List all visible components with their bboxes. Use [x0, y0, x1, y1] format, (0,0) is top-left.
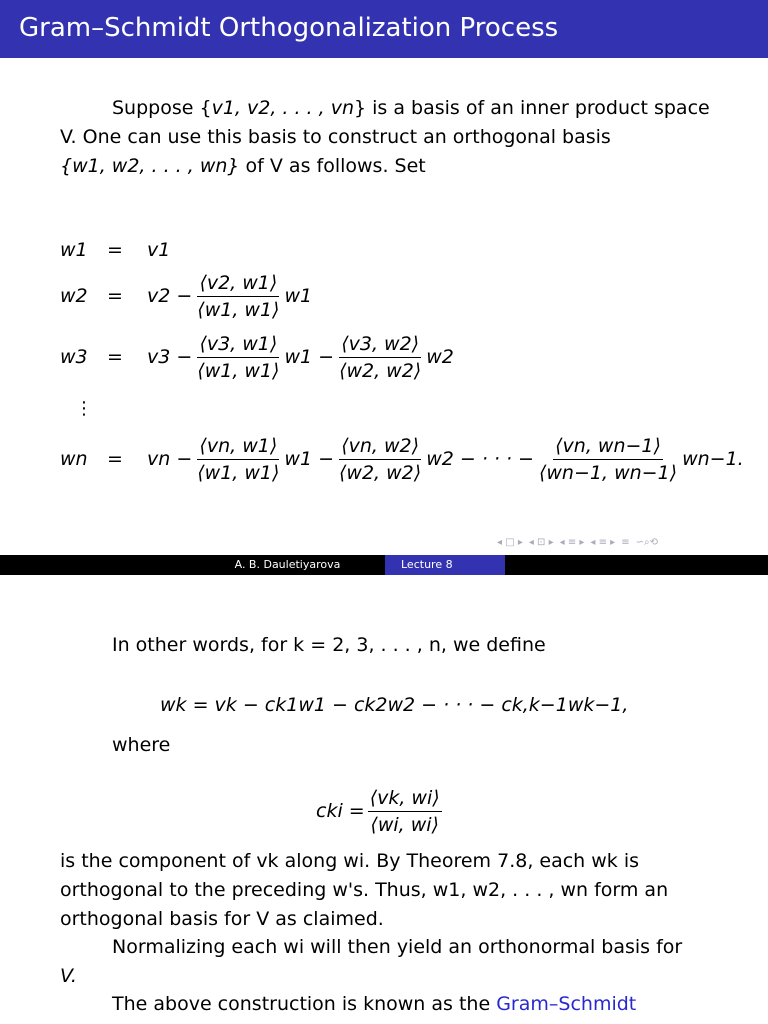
subsection-nav-icon[interactable]: ◂ ⊡ ▸ — [528, 537, 554, 548]
para3-line — [112, 993, 636, 1015]
fraction-denominator: ⟨wi, wi⟩ — [370, 813, 439, 836]
rhs-tail: w1 — [284, 285, 313, 307]
rhs-mid: w1 − — [284, 448, 335, 470]
fraction-denominator: ⟨wn−1, wn−1⟩ — [538, 461, 678, 484]
equals-sign: = — [107, 346, 123, 368]
fraction — [195, 434, 281, 485]
frame-nav-icon[interactable]: ◂ □ ▸ — [497, 537, 523, 548]
equals-sign: = — [107, 448, 123, 470]
footer-author: A. B. Dauletiyarova — [200, 555, 375, 575]
footer-bar — [0, 555, 768, 575]
gram-schmidt-link[interactable]: Gram–Schmidt — [496, 993, 637, 1015]
where-word: where — [112, 734, 171, 756]
rhs-lead: v3 − — [147, 346, 193, 368]
intro-line1-pre: Suppose { — [112, 97, 212, 119]
equation-wn — [0, 433, 768, 485]
fraction — [368, 786, 442, 837]
fraction-denominator: ⟨w1, w1⟩ — [197, 359, 280, 382]
equation-lhs: w2 — [60, 285, 88, 307]
rhs-tail: wn−1. — [682, 448, 744, 470]
equation-w2 — [0, 270, 768, 322]
intro-line1-set: v1, v2, . . . , vn — [211, 97, 355, 119]
para1-line1: is the component of vk along wi. By Theorem 7.8, each wk is — [60, 850, 640, 872]
para1-line3: orthogonal basis for V as claimed. — [60, 908, 384, 930]
fraction — [337, 332, 423, 383]
equation-w1 — [0, 236, 768, 264]
cki-lhs: cki = — [316, 800, 365, 822]
rhs-lead: v2 − — [147, 285, 193, 307]
equation-lhs: w1 — [60, 239, 88, 261]
wk-formula: wk = vk − ck1w1 − ck2w2 − · · · − ck,k−1wk−1, — [160, 694, 629, 716]
search-back-icon[interactable]: ∽⌕⟲ — [635, 537, 658, 548]
para3-text: The above construction is known as the — [112, 993, 491, 1015]
intro-line-3 — [60, 155, 426, 177]
footer-lecture: Lecture 8 — [385, 555, 505, 575]
section-nav-icon[interactable]: ◂ ≡ ▸ — [559, 537, 585, 548]
slide-title: Gram–Schmidt Orthogonalization Process — [19, 13, 559, 43]
document-nav-icon[interactable]: ◂ ≡ ▸ — [590, 537, 616, 548]
title-bar — [0, 0, 768, 58]
fraction-denominator: ⟨w2, w2⟩ — [339, 359, 422, 382]
intro-line-2: V. One can use this basis to construct an orthogonal basis — [60, 126, 611, 148]
fraction — [195, 332, 281, 383]
equation-rhs: v1 — [147, 239, 171, 261]
appendix-nav-icon[interactable]: ≡ — [621, 537, 630, 548]
fraction-numerator: ⟨v3, w2⟩ — [339, 332, 421, 358]
fraction-numerator: ⟨vn, w1⟩ — [197, 434, 279, 460]
slide2-line1: In other words, for k = 2, 3, . . . , n, we define — [112, 634, 546, 656]
rhs-mid: w1 − — [284, 346, 335, 368]
intro-line3-post: of V as follows. Set — [245, 155, 426, 177]
equation-rhs — [147, 332, 454, 383]
para2-line1: Normalizing each wi will then yield an orthonormal basis for — [112, 936, 683, 958]
intro-line-1 — [112, 97, 710, 119]
rhs-lead: vn − — [147, 448, 193, 470]
fraction-numerator: ⟨v3, w1⟩ — [197, 332, 279, 358]
beamer-navigation-bar — [497, 537, 762, 549]
fraction-numerator: ⟨vn, w2⟩ — [339, 434, 421, 460]
fraction-numerator: ⟨vn, wn−1⟩ — [553, 434, 663, 460]
rhs-tail: w2 — [426, 346, 454, 368]
fraction-denominator: ⟨w2, w2⟩ — [339, 461, 422, 484]
equals-sign: = — [107, 285, 123, 307]
fraction-denominator: ⟨w1, w1⟩ — [197, 298, 280, 321]
para1-line2: orthogonal to the preceding w's. Thus, w1, w2, . . . , wn form an — [60, 879, 669, 901]
cki-definition — [316, 781, 445, 841]
rhs-mid: w2 − · · · − — [426, 448, 534, 470]
fraction-denominator: ⟨w1, w1⟩ — [197, 461, 280, 484]
footer-right-block — [505, 555, 768, 575]
fraction — [337, 434, 423, 485]
fraction — [195, 271, 281, 322]
fraction-numerator: ⟨vk, wi⟩ — [368, 786, 442, 812]
intro-line3-set: {w1, w2, . . . , wn} — [60, 155, 240, 177]
fraction-numerator: ⟨v2, w1⟩ — [197, 271, 279, 297]
equals-sign: = — [107, 239, 123, 261]
vertical-dots: ⋮ — [75, 398, 93, 419]
equation-lhs: wn — [60, 448, 88, 470]
equation-w3 — [0, 331, 768, 383]
para2-line2: V. — [60, 965, 77, 987]
fraction — [537, 434, 679, 485]
equation-rhs — [147, 271, 312, 322]
intro-line1-post: } is a basis of an inner product space — [354, 97, 710, 119]
equation-lhs: w3 — [60, 346, 88, 368]
equation-rhs — [147, 434, 744, 485]
